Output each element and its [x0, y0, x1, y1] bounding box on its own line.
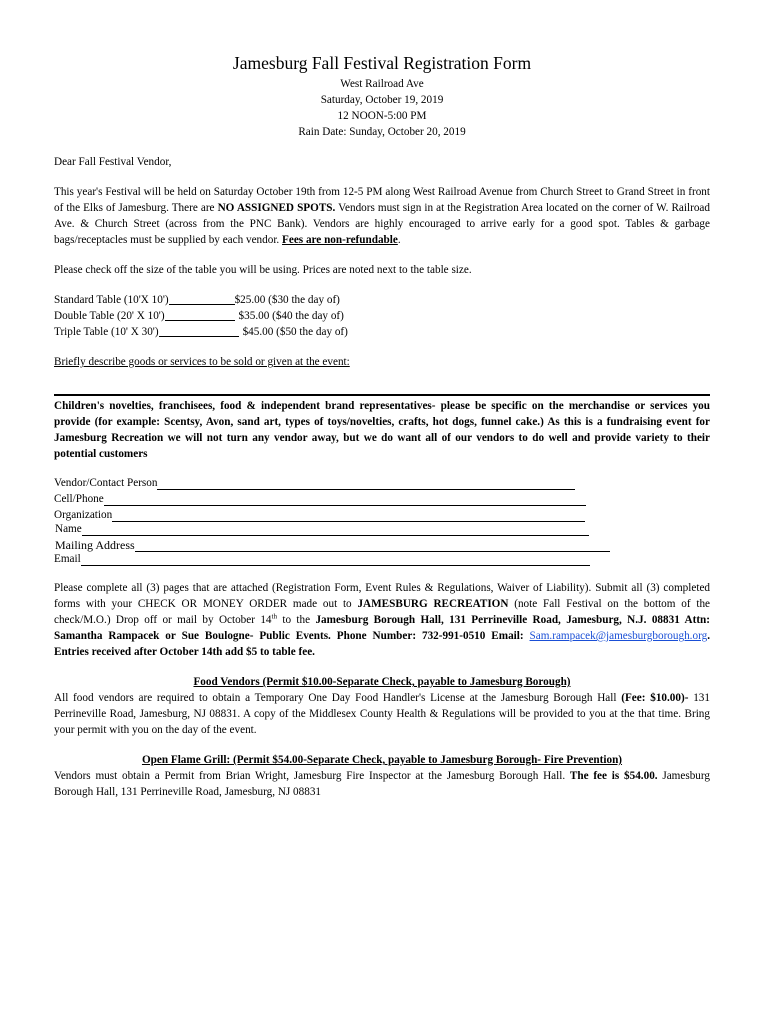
name-field[interactable]: Name: [54, 522, 710, 536]
fees-non-refundable: Fees are non-refundable: [282, 234, 398, 246]
vendor-contact-input[interactable]: [157, 477, 575, 490]
open-flame-grill-text: Vendors must obtain a Permit from Brian Wright, Jamesburg Fire Inspector at the Jamesburg Borough Hall. The fee is $54.00. Jamesburg Borough Hall, 131 Perrineville Road, Jamesburg, NJ 08831: [54, 770, 710, 798]
open-flame-grill-heading: Open Flame Grill: (Permit $54.00-Separate Check, payable to Jamesburg Borough- Fire Prevention): [141, 754, 623, 766]
submission-instructions: Please complete all (3) pages that are attached (Registration Form, Event Rules & Regulations, Waiver of Liability). Submit all (3) completed forms with your CHECK OR MONEY ORDER made out to JAMESBURG RECREATION (note Fall Festival on the bottom of the check/M.O.) Drop off or mail by October 14th to the Jamesburg Borough Hall, 131 Perrineville Road, Jamesburg, N.J. 08831 Attn: Samantha Rampacek or Sue Boulogne- Public Events. Phone Number: 732-991-0510 Email: Sam.rampacek@jamesburgborough.org. Entries received after October 14th add $5 to table fee.: [54, 582, 711, 658]
event-date: Saturday, October 19, 2019: [320, 94, 444, 106]
greeting: Dear Fall Festival Vendor,: [54, 156, 172, 168]
cell-phone-field[interactable]: Cell/Phone: [54, 492, 710, 506]
check-line[interactable]: [165, 308, 235, 321]
email-field[interactable]: Email: [54, 552, 710, 566]
mailing-address-field[interactable]: Mailing Address: [54, 538, 710, 552]
table-option-standard[interactable]: Standard Table (10'X 10') $25.00 ($30 the day of): [54, 294, 340, 306]
cell-phone-input[interactable]: [104, 493, 586, 506]
table-option-triple[interactable]: Triple Table (10' X 30') $45.00 ($50 the day of): [54, 326, 348, 338]
check-line[interactable]: [159, 324, 239, 337]
organization-field[interactable]: Organization: [54, 508, 710, 522]
event-location: West Railroad Ave: [340, 78, 424, 90]
food-vendors-text: All food vendors are required to obtain a Temporary One Day Food Handler's License at the Jamesburg Borough Hall (Fee: $10.00)- 131 Perrineville Road, Jamesburg, NJ 08831. A copy of the Middlesex County Health & Regulations will be provided to you at the that time. Bring your permit with you on the day of the event.: [54, 692, 710, 736]
form-title: Jamesburg Fall Festival Registration Form: [232, 53, 532, 73]
table-options: [54, 292, 710, 340]
check-line[interactable]: [169, 292, 235, 305]
rain-date: Rain Date: Sunday, October 20, 2019: [298, 126, 466, 138]
vendor-categories-note: Children's novelties, franchisees, food & independent brand representatives- please be specific on the merchandise or services you provide (for example: Scentsy, Avon, sand art, types of toys/novelties, crafts, hot dogs, funnel cake.) As this is a fundraising event for Jamesburg Recreation we will not turn any vendor away, but we do want all of our vendors to do well and provide variety to their potential customers: [54, 400, 710, 460]
email-input[interactable]: [81, 553, 590, 566]
name-input[interactable]: [82, 523, 589, 536]
organization-input[interactable]: [112, 509, 585, 522]
describe-goods-prompt: Briefly describe goods or services to be sold or given at the event:: [54, 356, 350, 368]
intro-paragraph: This year's Festival will be held on Saturday October 19th from 12-5 PM along West Railroad Avenue from Church Street to Grand Street in front of the Elks of Jamesburg. There are NO ASSIGNED SPOTS. Vendors must sign in at the Registration Area located on the corner of W. Railroad Ave. & Church Street (across from the PNC Bank). Vendors are highly encouraged to arrive early for a good spot. Tables & garbage bags/receptacles must be supplied by each vendor. Fees are non-refundable.: [54, 186, 710, 246]
vendor-contact-field[interactable]: Vendor/Contact Person: [54, 476, 710, 490]
registration-form-page: [54, 52, 710, 800]
food-vendors-heading: Food Vendors (Permit $10.00-Separate Check, payable to Jamesburg Borough): [193, 676, 571, 688]
table-instructions: Please check off the size of the table you will be using. Prices are noted next to the table size.: [54, 264, 472, 276]
no-assigned-spots: NO ASSIGNED SPOTS.: [217, 202, 336, 214]
mailing-address-input[interactable]: [135, 539, 610, 552]
description-answer-line[interactable]: [54, 394, 710, 396]
table-option-double[interactable]: Double Table (20' X 10') $35.00 ($40 the day of): [54, 310, 344, 322]
contact-fields: [54, 476, 710, 566]
event-time: 12 NOON-5:00 PM: [337, 110, 427, 122]
contact-email-link[interactable]: Sam.rampacek@jamesburgborough.org: [529, 630, 708, 642]
